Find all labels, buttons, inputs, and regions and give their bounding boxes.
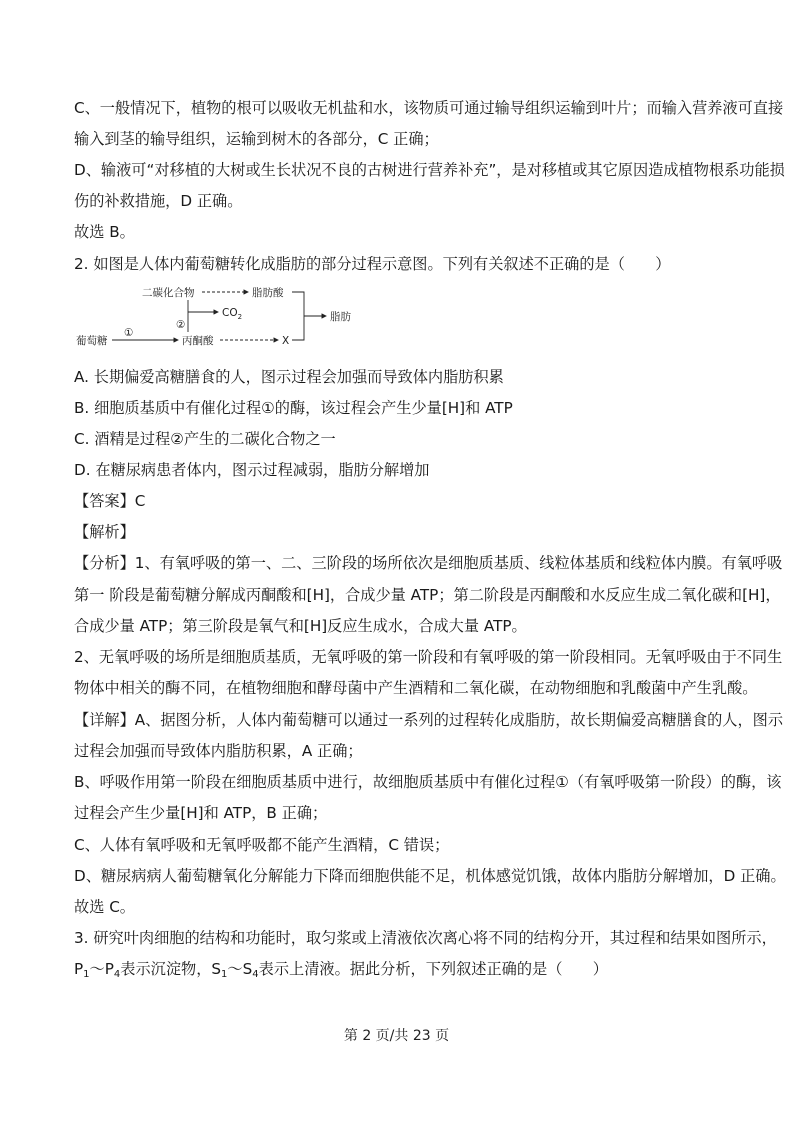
- text-line: 物体中相关的酶不同，在植物细胞和酵母菌中产生酒精和二氧化碳，在动物细胞和乳酸菌中产生乳酸。: [74, 679, 758, 697]
- text-line: D、糖尿病病人葡萄糖氧化分解能力下降而细胞供能不足，机体感觉饥饿，故体内脂肪分解增加，D 正确。: [74, 867, 786, 885]
- bracket-to-fat: [292, 292, 304, 340]
- fat-label: 脂肪: [330, 311, 351, 323]
- text-line: 过程会产生少量[H]和 ATP，B 正确；: [74, 804, 328, 822]
- text-line: 故选 B。: [74, 223, 135, 241]
- option-b: B. 细胞质基质中有催化过程①的酶，该过程会产生少量[H]和 ATP: [74, 399, 513, 417]
- text-line: 【分析】1、有氧呼吸的第一、二、三阶段的场所依次是细胞质基质、线粒体基质和线粒体内膜。有氧呼吸: [74, 554, 783, 572]
- option-a: A. 长期偏爱高糖膳食的人，图示过程会加强而导致体内脂肪积累: [74, 368, 504, 386]
- text-line: 伤的补救措施，D 正确。: [74, 192, 243, 210]
- question-3: 3. 研究叶肉细胞的结构和功能时，取匀浆或上清液依次离心将不同的结构分开，其过程和结果如图所示，: [74, 929, 777, 947]
- x-label: X: [282, 335, 290, 347]
- option-c: C. 酒精是过程②产生的二碳化合物之一: [74, 430, 336, 448]
- co2-label: $CO_2$: [222, 307, 243, 321]
- two-carbon-label: 二碳化合物: [142, 287, 195, 299]
- question-3-line-2: $P_1\sim P_4$表示沉淀物，$S_1\sim S_4$表示上清液。据此分析，下列叙述正确的是（ ）: [74, 960, 608, 980]
- fatty-acid-label: 脂肪酸: [252, 287, 284, 299]
- text-line: C、一般情况下，植物的根可以吸收无机盐和水，该物质可通过输导组织运输到叶片；而输入营养液可直接: [74, 99, 784, 117]
- text-line: 2、无氧呼吸的场所是细胞质基质，无氧呼吸的第一阶段和有氧呼吸的第一阶段相同。无氧呼吸由于不同生: [74, 648, 783, 666]
- text-line: 故选 C。: [74, 898, 135, 916]
- glucose-label: 葡萄糖: [76, 335, 108, 347]
- question-2: 2. 如图是人体内葡萄糖转化成脂肪的部分过程示意图。下列有关叙述不正确的是（ ）: [74, 255, 671, 273]
- text-line: 第一 阶段是葡萄糖分解成丙酮酸和[H]，合成少量 ATP；第二阶段是丙酮酸和水反应生成二氧化碳和[H]，: [74, 586, 781, 604]
- text-line: B、呼吸作用第一阶段在细胞质基质中进行，故细胞质基质中有催化过程①（有氧呼吸第一阶段）的酶，该: [74, 773, 782, 791]
- text-line: 过程会加强而导致体内脂肪积累，A 正确；: [74, 742, 363, 760]
- analysis-heading: 【解析】: [74, 523, 135, 541]
- glucose-to-fat-diagram: [74, 282, 374, 352]
- pyruvate-label: 丙酮酸: [182, 335, 214, 347]
- text-line: 【详解】A、据图分析，人体内葡萄糖可以通过一系列的过程转化成脂肪，故长期偏爱高糖膳食的人，图示: [74, 711, 784, 729]
- option-d: D. 在糖尿病患者体内，图示过程减弱，脂肪分解增加: [74, 461, 430, 479]
- step1-label: ①: [124, 327, 134, 339]
- text-line: 输入到茎的输导组织，运输到树木的各部分，C 正确；: [74, 130, 439, 148]
- text-line: 合成少量 ATP；第三阶段是氧气和[H]反应生成水，合成大量 ATP。: [74, 617, 527, 635]
- page-footer: 第 2 页/共 23 页: [343, 1028, 450, 1044]
- step2-label: ②: [176, 319, 186, 331]
- text-line: C、人体有氧呼吸和无氧呼吸都不能产生酒精，C 错误；: [74, 836, 450, 854]
- answer-line: 【答案】C: [74, 492, 146, 510]
- text-line: D、输液可“对移植的大树或生长状况不良的古树进行营养补充”，是对移植或其它原因造成植物根系功能损: [74, 161, 785, 179]
